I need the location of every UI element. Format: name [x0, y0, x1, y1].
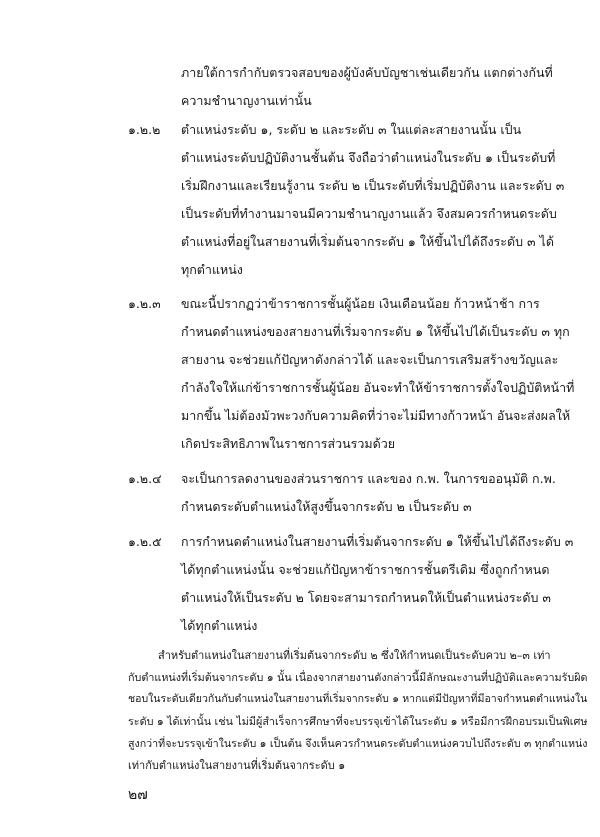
section-122-line-3: เริ่มฝึกงานและเรียนรู้งาน ระดับ ๒ เป็นระดับที่เริ่มปฏิบัติงาน และระดับ ๓	[181, 178, 565, 193]
section-124-line-2: กำหนดระดับตำแหน่งให้สูงขึ้นจากระดับ ๒ เป็นระดับ ๓	[181, 499, 472, 514]
closing-line-5: สูงกว่าที่จะบรรจุเข้าในระดับ ๑ เป็นต้น จึงเห็นควรกำหนดระดับตำแหน่งควบไปถึงระดับ ๓ ทุกตำแหน่ง	[128, 737, 588, 750]
section-122-line-6: ทุกตำแหน่ง	[181, 262, 243, 277]
closing-line-2: กับตำแหน่งที่เริ่มต้นจากระดับ ๑ นั้น เนื่องจากสายงานดังกล่าวนี้มีลักษณะงานที่ปฏิบัติและความรับผิด	[128, 671, 588, 684]
section-123-line-6: เกิดประสิทธิภาพในราชการส่วนรวมด้วย	[181, 436, 396, 451]
section-124-line-1: จะเป็นการลดงานของส่วนราชการ และของ ก.พ. ในการขออนุมัติ ก.พ.	[181, 471, 556, 486]
section-number-124: ๑.๒.๔	[128, 471, 162, 486]
section-122-line-1: ตำแหน่งระดับ ๑, ระดับ ๒ และระดับ ๓ ในแต่ละสายงานนั้น เป็น	[181, 122, 522, 137]
section-125-line-4: ได้ทุกตำแหน่ง	[181, 618, 258, 633]
closing-line-3: ชอบในระดับเดียวกันกับตำแหน่งในสายงานที่เริ่มจากระดับ ๑ หากแต่มีปัญหาที่มีอาจกำหนดตำแหน่งใน	[128, 693, 588, 705]
section-125-line-1: การกำหนดตำแหน่งในสายงานที่เริ่มต้นจากระดับ ๑ ให้ขึ้นไปได้ถึงระดับ ๓	[181, 534, 574, 549]
section-number-122: ๑.๒.๒	[128, 122, 161, 137]
section-122-line-2: ตำแหน่งระดับปฏิบัติงานชั้นต้น จึงถือว่าตำแหน่งในระดับ ๑ เป็นระดับที่	[181, 150, 556, 165]
section-123-line-5: มากขึ้น ไม่ต้องมัวพะวงกับความคิดที่ว่าจะไม่มีทางก้าวหน้า อันจะส่งผลให้	[181, 408, 571, 423]
section-number-125: ๑.๒.๕	[128, 534, 162, 549]
page-number: ๒๗	[128, 787, 148, 803]
section-123-line-1: ขณะนี้ปรากฏว่าข้าราชการชั้นผู้น้อย เงินเดือนน้อย ก้าวหน้าช้า การ	[181, 296, 540, 311]
closing-line-6: เท่ากับตำแหน่งในสายงานที่เริ่มต้นจากระดับ ๑	[128, 759, 346, 772]
section-125-line-3: ตำแหน่งให้เป็นระดับ ๒ โดยจะสามารถกำหนดให้เป็นตำแหน่งระดับ ๓	[181, 590, 551, 605]
section-122-line-4: เป็นระดับที่ทำงานมาจนมีความชำนาญงานแล้ว จึงสมควรกำหนดระดับ	[181, 206, 557, 221]
section-123-line-4: กำลังใจให้แก่ข้าราชการชั้นผู้น้อย อันจะทำให้ข้าราชการตั้งใจปฏิบัติหน้าที่	[181, 380, 575, 395]
section-number-123: ๑.๒.๓	[128, 296, 161, 311]
section-122-line-5: ตำแหน่งที่อยู่ในสายงานที่เริ่มต้นจากระดับ ๑ ให้ขึ้นไปได้ถึงระดับ ๓ ได้	[181, 234, 554, 249]
section-123-line-2: กำหนดตำแหน่งของสายงานที่เริ่มจากระดับ ๑ ให้ขึ้นไปได้เป็นระดับ ๓ ทุก	[181, 324, 570, 339]
section-123-line-3: สายงาน จะช่วยแก้ปัญหาดังกล่าวได้ และจะเป็นการเสริมสร้างขวัญและ	[181, 352, 559, 367]
closing-line-1: สำหรับตำแหน่งในสายงานที่เริ่มต้นจากระดับ ๒ ซึ่งให้กำหนดเป็นระดับควบ ๒–๓ เท่า	[158, 649, 551, 662]
intro-line-1: ภายใต้การกำกับตรวจสอบของผู้บังคับบัญชาเช่นเดียวกัน แตกต่างกันที่	[181, 65, 553, 80]
intro-line-2: ความชำนาญงานเท่านั้น	[181, 93, 312, 108]
closing-line-4: ระดับ ๑ ได้เท่านั้น เช่น ไม่มีผู้สำเร็จการศึกษาที่จะบรรจุเข้าได้ในระดับ ๑ หรือมีการฝึกอบรมเป็นพิเศษ	[128, 715, 588, 728]
section-125-line-2: ได้ทุกตำแหน่งนั้น จะช่วยแก้ปัญหาข้าราชการชั้นตรีเดิม ซึ่งถูกกำหนด	[181, 562, 550, 577]
